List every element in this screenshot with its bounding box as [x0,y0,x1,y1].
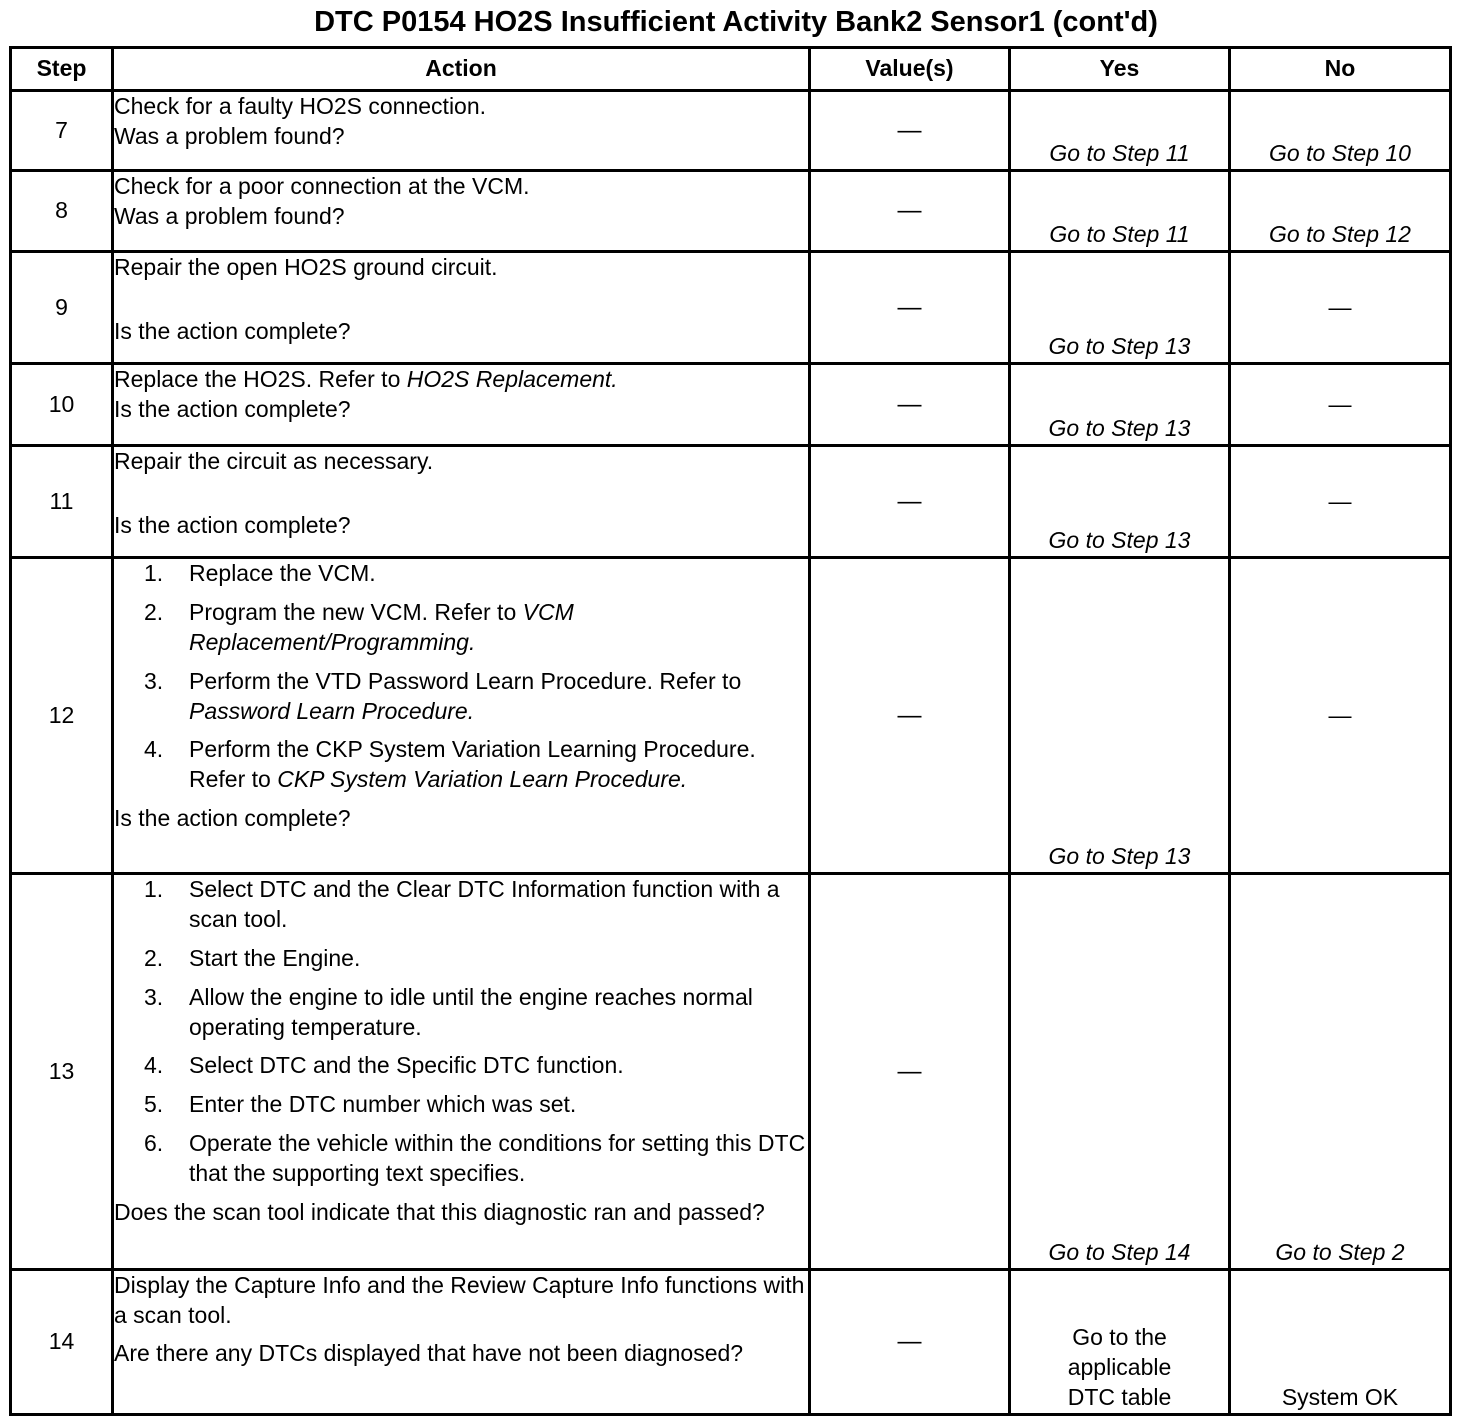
list-item: 1. Select DTC and the Clear DTC Information function with a scan tool. [144,876,780,932]
action-question: Is the action complete? [114,511,351,538]
list-item: 5. Enter the DTC number which was set. [144,1091,577,1118]
yes-cell: Go to Step 13 [1010,558,1230,874]
step-number: 14 [11,1270,113,1415]
yes-cell: Go to Step 11 [1010,171,1230,252]
yes-line: applicable [1067,1354,1172,1381]
action-text-prefix: Replace the HO2S. Refer to [114,366,407,392]
value-cell: — [810,252,1010,364]
list-item: 4. Perform the CKP System Variation Learning Procedure. Refer to CKP System Variation Learn Procedure. [144,736,756,793]
procedure-list [114,559,808,795]
yes-cell: Go to Step 11 [1010,91,1230,171]
table-row [11,91,1451,171]
yes-cell: Go to Step 13 [1010,364,1230,446]
value-cell: — [810,874,1010,1270]
yes-cell [1010,1270,1230,1415]
list-item: 2. Program the new VCM. Refer to VCM Replacement/Programming. [144,598,574,655]
no-cell: — [1230,364,1451,446]
table-row [11,874,1451,1270]
list-item: 2. Start the Engine. [144,944,361,971]
value-cell: — [810,446,1010,558]
action-question: Is the action complete? [114,805,351,832]
value-cell: — [810,558,1010,874]
table-row [11,1270,1451,1415]
action-cell [113,446,810,558]
step-number: 9 [11,252,113,364]
action-cell [113,874,810,1270]
action-cell [113,91,810,171]
spacer [114,477,808,511]
procedure-list [114,875,808,1189]
action-text [114,365,808,395]
no-cell: Go to Step 12 [1230,171,1451,252]
header-action: Action [113,48,810,91]
action-cell [113,558,810,874]
value-cell: — [810,364,1010,446]
reference-link: HO2S Replacement. [406,366,618,392]
yes-line: Go to the [1072,1324,1167,1351]
action-question: Is the action complete? [114,317,351,344]
action-question: Was a problem found? [114,202,345,229]
action-cell [113,252,810,364]
action-text: Repair the circuit as necessary. [114,448,434,474]
table-row [11,446,1451,558]
action-text: Display the Capture Info and the Review Capture Info functions with a scan tool. [114,1272,805,1328]
action-text: Repair the open HO2S ground circuit. [114,254,498,280]
value-cell: — [810,171,1010,252]
action-text: Check for a poor connection at the VCM. [114,173,530,199]
table-row [11,171,1451,252]
yes-cell: Go to Step 14 [1010,874,1230,1270]
diagnostic-table [9,46,1452,1416]
reference-link: Password Learn Procedure. [189,697,475,724]
action-cell [113,364,810,446]
list-item: 3. Allow the engine to idle until the engine reaches normal operating temperature. [144,983,753,1040]
action-question: Are there any DTCs displayed that have not been diagnosed? [114,1339,744,1366]
spacer [114,283,808,317]
step-number: 7 [11,91,113,171]
action-question: Does the scan tool indicate that this diagnostic ran and passed? [114,1199,765,1226]
no-cell: — [1230,252,1451,364]
reference-link: CKP System Variation Learn Procedure. [277,766,688,793]
action-text: Check for a faulty HO2S connection. [114,93,487,119]
list-item: 3. Perform the VTD Password Learn Procedure. Refer to Password Learn Procedure. [144,667,742,724]
header-no: No [1230,48,1451,91]
action-question: Was a problem found? [114,122,345,149]
step-number: 8 [11,171,113,252]
header-yes: Yes [1010,48,1230,91]
table-row [11,558,1451,874]
yes-cell: Go to Step 13 [1010,446,1230,558]
step-number: 12 [11,558,113,874]
step-number: 10 [11,364,113,446]
list-item: 6. Operate the vehicle within the conditions for setting this DTC that the supporting text specifies. [144,1130,806,1187]
reference-link: VCM Replacement/Programming. [189,598,574,655]
no-cell: Go to Step 2 [1230,874,1451,1270]
action-cell [113,1270,810,1415]
step-number: 11 [11,446,113,558]
header-row [11,48,1451,91]
action-question: Is the action complete? [114,395,351,422]
table-row [11,364,1451,446]
header-value: Value(s) [810,48,1010,91]
no-cell: Go to Step 10 [1230,91,1451,171]
yes-line: DTC table [1067,1384,1172,1411]
list-item: 4. Select DTC and the Specific DTC function. [144,1052,624,1079]
table-row [11,252,1451,364]
value-cell: — [810,1270,1010,1415]
no-cell: System OK [1230,1270,1451,1415]
value-cell: — [810,91,1010,171]
action-cell [113,171,810,252]
step-number: 13 [11,874,113,1270]
yes-cell: Go to Step 13 [1010,252,1230,364]
page-title: DTC P0154 HO2S Insufficient Activity Bank2 Sensor1 (cont'd) [314,6,1158,38]
no-cell: — [1230,558,1451,874]
header-step: Step [11,48,113,91]
list-item: 1. Replace the VCM. [144,560,376,586]
no-cell: — [1230,446,1451,558]
